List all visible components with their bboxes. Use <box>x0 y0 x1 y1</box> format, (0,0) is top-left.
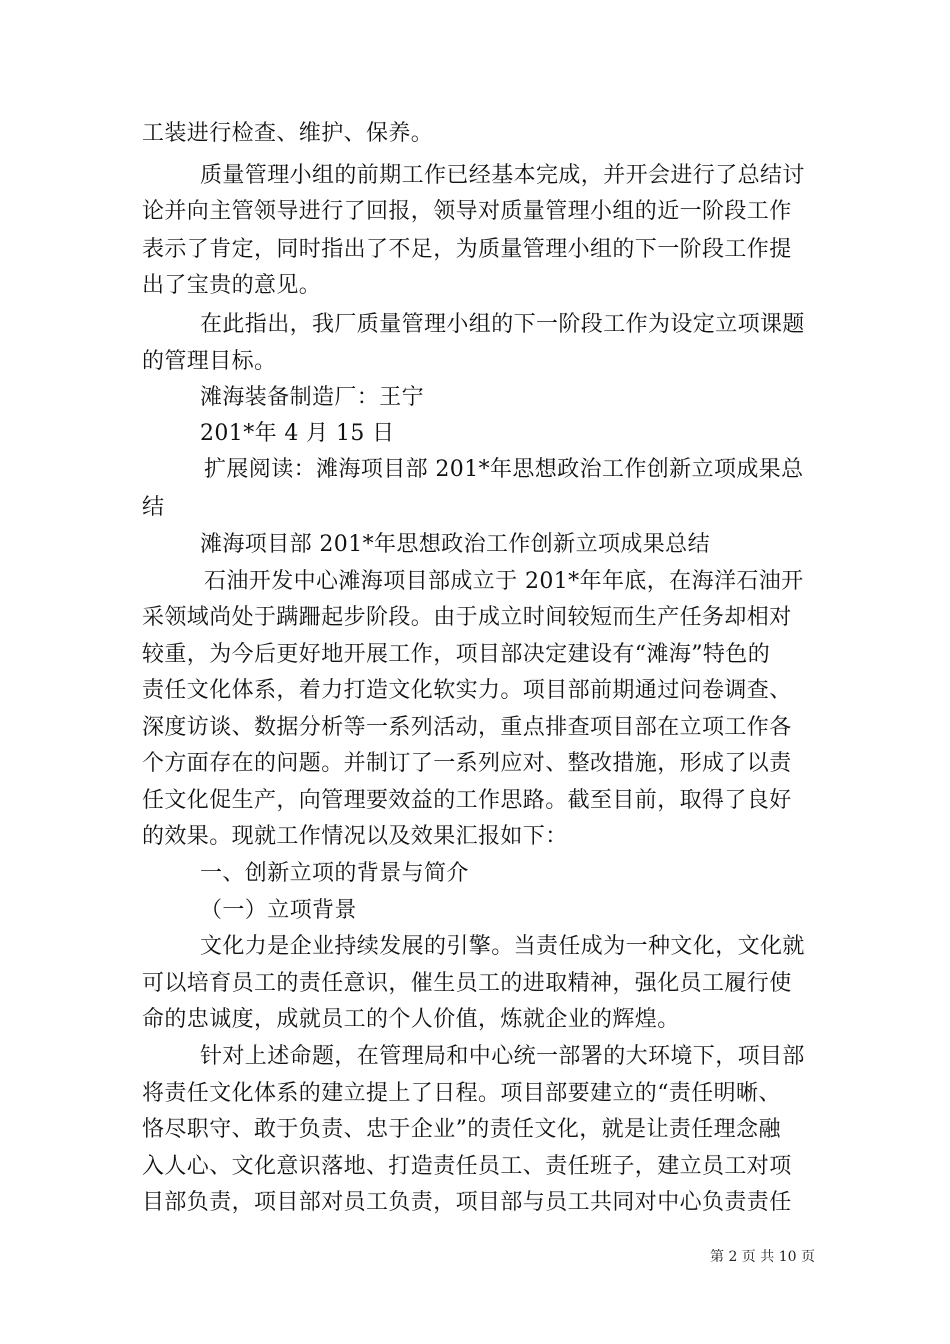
text-line: 在此指出，我厂质量管理小组的下一阶段工作为设定立项课题 <box>200 312 805 337</box>
text-line: 扩展阅读：滩海项目部 201*年思想政治工作创新立项成果总 <box>204 457 804 482</box>
page-number: 第 2 页 共 10 页 <box>710 1249 815 1265</box>
text-line: 文化力是企业持续发展的引擎。当责任成为一种文化，文化就 <box>200 934 805 959</box>
text-line: 工装进行检查、维护、保养。 <box>142 121 434 146</box>
text-line: 恪尽职守、敢于负责、忠于企业”的责任文化，就是让责任理念融 <box>142 1117 781 1142</box>
text-line: 可以培育员工的责任意识，催生员工的进取精神，强化员工履行使 <box>142 971 792 996</box>
text-line: 个方面存在的问题。并制订了一系列应对、整改措施，形成了以责 <box>142 751 792 776</box>
text-line: 采领域尚处于蹒跚起步阶段。由于成立时间较短而生产任务却相对 <box>142 605 792 630</box>
text-line: 质量管理小组的前期工作已经基本完成，并开会进行了总结讨 <box>200 163 805 188</box>
text-line: 表示了肯定，同时指出了不足，为质量管理小组的下一阶段工作提 <box>142 237 792 262</box>
text-line: 命的忠诚度，成就员工的个人价值，炼就企业的辉煌。 <box>142 1007 680 1032</box>
signature-line: 滩海装备制造厂：王宁 <box>200 385 425 410</box>
text-line: 任文化促生产，向管理要效益的工作思路。截至目前，取得了良好 <box>142 788 792 813</box>
text-line: 石油开发中心滩海项目部成立于 201*年年底，在海洋石油开 <box>204 569 804 594</box>
section-title: 滩海项目部 201*年思想政治工作创新立项成果总结 <box>200 532 710 557</box>
text-line: 较重，为今后更好地开展工作，项目部决定建设有“滩海”特色的 <box>142 642 771 667</box>
text-line: 责任文化体系，着力打造文化软实力。项目部前期通过问卷调查、 <box>142 678 792 703</box>
text-line: 结 <box>142 495 165 520</box>
text-line: 出了宝贵的意见。 <box>142 273 322 298</box>
text-line: 论并向主管领导进行了回报，领导对质量管理小组的近一阶段工作 <box>142 199 792 224</box>
section-heading: 一、创新立项的背景与简介 <box>200 861 469 886</box>
text-line: 的效果。现就工作情况以及效果汇报如下： <box>142 824 568 849</box>
subsection-heading: （一）立项背景 <box>200 898 357 923</box>
text-line: 入人心、文化意识落地、打造责任员工、责任班子，建立员工对项 <box>142 1154 792 1179</box>
date-line: 201*年 4 月 15 日 <box>200 421 395 446</box>
text-line: 深度访谈、数据分析等一系列活动，重点排查项目部在立项工作各 <box>142 715 792 740</box>
text-line: 将责任文化体系的建立提上了日程。项目部要建立的“责任明晰、 <box>142 1081 781 1106</box>
text-line: 的管理目标。 <box>142 349 277 374</box>
text-line: 针对上述命题，在管理局和中心统一部署的大环境下，项目部 <box>200 1044 805 1069</box>
text-line: 目部负责，项目部对员工负责，项目部与员工共同对中心负责责任 <box>142 1190 792 1215</box>
